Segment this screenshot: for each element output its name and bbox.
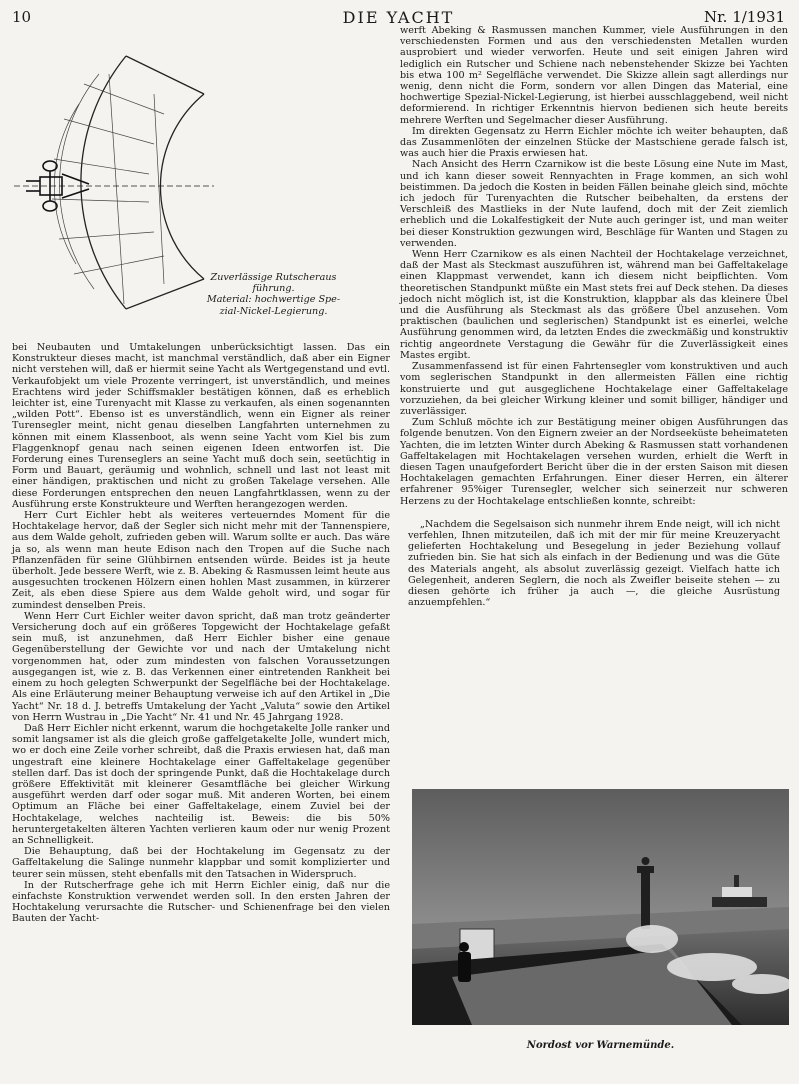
journal-title: DIE YACHT	[342, 8, 455, 27]
paragraph: In der Rutscherfrage gehe ich mit Herrn Eichler einig, daß nur die einfachste Konstruktion verwendet werden soll. In den ersten Jahren der Hochtakelung verursachte die Rutscher- und Schienenfrage bei den vielen Bauten der Yacht-	[12, 879, 390, 925]
paragraph: Nach Ansicht des Herrn Czarnikow ist die beste Lösung eine Nute im Mast, und ich kann dieser soweit Rennyachten in Frage kommen, an sich wohl beistimmen. Da jedoch die Kosten in beiden Fällen beinahe gleich sind, möchte ich jedoch für Turenyachten die Rutscher beibehalten, da erstens der Verschleiß des Mastlieks in der Nute laufend, doch mit der Zeit ziemlich erheblich und die Lokalfestigkeit der Nute auch geringer ist, und man weiter bei dieser Konstruktion gezwungen wird, Beschläge für Wanten und Stagen zu verwenden.	[400, 159, 788, 249]
left-column	[12, 342, 390, 925]
photo-caption: Nordost vor Warnemünde.	[526, 1040, 675, 1051]
paragraph: werft Abeking & Rasmussen manchen Kummer, viele Ausführungen in den verschiedensten Formen und aus den verschiedensten Metallen wurden ausprobiert und wieder verworfen. Heute und seit einigen Jahren wird lediglich ein Rutscher und Schiene nach nebenstehender Skizze bei Yachten bis etwa 100 m² Segelfläche verwendet. Die Skizze allein sagt allerdings nur wenig, denn nicht die Form, sondern vor allen Dingen das Material, eine hochwertige Spezial-Nickel-Legierung, ist hierbei ausschlaggebend, weil nicht deformierend. In richtiger Erkenntnis hiervon bedienen sich heute bereits mehrere Werften und Segelmacher dieser Ausführung.	[400, 25, 788, 126]
paragraph: bei Neubauten und Umtakelungen unberücksichtigt lassen. Das ein Konstrukteur dieses macht, ist manchmal verständlich, daß aber ein Eigner nicht verstehen will, daß er hiermit seine Yacht als Wertgegenstand und evtl. Verkaufobjekt um viele Prozente verringert, ist unverständlich, und meines Erachtens wird jeder Schiffsmakler bestätigen können, daß es erheblich leichter ist, eine Turenyacht mit Klasse zu verkaufen, als einen sogenannten „wilden Pott“. Ebenso ist es unverständlich, wenn ein Eigner als reiner Turensegler meint, nicht genau dieselben Langfahrten unternehmen zu können mit einem Klassenboot, als wenn seine Yacht vom Kiel bis zum Flaggenknopf genau nach seinen eigenen Ideen entworfen ist. Die Forderung eines Turenseglers an seine Yacht muß doch sein, seetüchtig in Form und Bauart, geräumig und wohnlich, schnell und last not least mit einer händigen, praktischen und nicht zu großen Takelage versehen. Alle diese Forderungen entsprechen den neuen Langfahrtklassen, wenn zu der Ausführung erste Konstrukteure und Werften herangezogen werden.	[12, 342, 390, 510]
paragraph: Wenn Herr Czarnikow es als einen Nachteil der Hochtakelage verzeichnet, daß der Mast als Steckmast auszuführen ist, während man bei Gaffeltakelage einen Klappmast verwendet, kann ich diesem nicht beipflichten. Vom theoretischen Standpunkt müßte ein Mast stets frei auf Deck stehen. Da dieses jedoch nicht möglich ist, ist die Konstruktion, klappbar als das kleinere Übel und die Ausführung als Steckmast als das größere Übel anzusehen. Vom praktischen (baulichen und seglerischen) Standpunkt ist es einerlei, welche Ausführung genommen wird, da letzten Endes die zweckmäßig und konstruktiv richtig angeordnete Verstagung die Gewähr für die Zuverlässigkeit eines Mastes ergibt.	[400, 249, 788, 361]
rutscher-sketch-figure	[14, 34, 214, 314]
paragraph: Die Behauptung, daß bei der Hochtakelung im Gegensatz zu der Gaffeltakelung die Salinge nunmehr klappbar und somit komplizierter und teurer sein müssen, steht ebenfalls mit den Tatsachen in Widerspruch.	[12, 846, 390, 880]
figure-caption: Zuverlässige Rutscheraus führung. Material: hochwertige Spe- zial-Nickel-Legierung.	[206, 272, 341, 317]
letter-quote: „Nachdem die Segelsaison sich nunmehr ihrem Ende neigt, will ich nicht verfehlen, Ihnen mitzuteilen, daß ich mit der mir für meine Kreuzeryacht gelieferten Hochtakelung und Besegelung in jeder Beziehung vollauf zufrieden bin. Sie hat sich als einfach in der Bedienung und was die Güte des Materials angeht, als absolut zuverlässig gezeigt. Vielfach hatte ich Gelegenheit, anderen Seglern, die noch als Zweifler beiseite stehen — zu diesen gehörte ich früher ja auch —, die gleiche Ausrüstung anzuempfehlen.“	[408, 518, 780, 609]
rail-inner-arc	[160, 94, 204, 279]
paragraph: Daß Herr Eichler nicht erkennt, warum die hochgetakelte Jolle ranker und somit langsamer ist als die gleich große gaffelgetakelte Jolle, wundert mich, wo er doch eine Zeile vorher schreibt, daß die Praxis erwiesen hat, daß man ungestraft eine kleinere Hochtakelage einer Gaffeltakelage gegenüber stellen darf. Das ist doch der springende Punkt, daß die Hochtakelage durch größere Effektivität mit kleinerer Gesamtfläche bei gleicher Wirkung ausgeführt werden darf oder sogar muß. Mit anderen Worten, bei einem Optimum an Fläche bei einer Gaffeltakelage, einem Zuviel bei der Hochtakelage, welches nachteilig ist. Beweis: die bis 50% heruntergetakelten älteren Yachten verlieren kaum oder nur wenig Prozent an Schnelligkeit.	[12, 722, 390, 846]
page-number: 10	[12, 8, 32, 26]
issue-number: Nr. 1/1931	[704, 8, 785, 26]
harbour-photo	[412, 789, 789, 1025]
paragraph: Im direkten Gegensatz zu Herrn Eichler möchte ich weiter behaupten, daß das Zusammenlöten der einzelnen Stücke der Mastschiene gerade falsch ist, was auch hier die Praxis erwiesen hat.	[400, 125, 788, 160]
paragraph: Zum Schluß möchte ich zur Bestätigung meiner obigen Ausführungen das folgende benutzen. Von den Eignern zweier an der Nordseeküste beheimateten Yachten, die im letzten Winter durch Abeking & Rasmussen statt vorhandenen Gaffeltakelagen mit Hochtakelagen versehen wurden, erhielt die Werft in diesen Tagen unaufgefordert Bericht über die in der ersten Saison mit diesen Hochtakelagen gemachten Erfahrungen. Einer dieser Herren, ein älterer erfahrener 95%iger Turensegler, welcher sich seinerzeit nur schweren Herzens zu der Hochtakelage entschließen konnte, schreibt:	[400, 417, 788, 507]
paragraph: Zusammenfassend ist für einen Fahrtensegler vom konstruktiven und auch vom seglerischen Standpunkt in den allermeisten Fällen eine richtig konstruierte und gut ausgeglichene Hochtakelage einer Gaffeltakelage vorzuziehen, da bei gleicher Wirkung kleiner und somit billiger, händiger und zuverlässiger.	[400, 361, 788, 417]
paragraph: Herr Curt Eichler hebt als weiteres verteuerndes Moment für die Hochtakelage hervor, daß der Segler sich nicht mehr mit der Tannenspiere, aus dem Walde geholt, zufrieden geben will. Warum sollte er auch. Das wäre ja so, als wenn man heute Edison nach den Tropen auf die Suche nach Pflanzenfäden für seine Glühbirnen entsenden würde. Beides ist ja heute überholt. Jede bessere Werft, wie z. B. Abeking & Rasmussen leimt heute aus ausgesuchten trockenen Hölzern einen hohlen Mast zusammen, in kürzerer Zeit, als eben diese Spiere aus dem Walde geholt wird, und sogar für zumindest denselben Preis.	[12, 510, 390, 611]
right-column	[400, 25, 788, 608]
paragraph: Wenn Herr Curt Eichler weiter davon spricht, daß man trotz geänderter Versicherung doch auf ein größeres Topgewicht der Hochtakelage gefaßt sein muß, ist anzunehmen, daß Herr Eichler bisher eine genaue Gegenüberstellung der Gewichte vor und nach der Umtakelung nicht vorgenommen hat, oder zum mindesten von falschen Voraussetzungen ausgegangen ist, wie z. B. das Verkennen einer eintretenden Rankheit bei einem zu hoch gelegten Schwerpunkt der Segelfläche bei der Hochtakelage. Als eine Erläuterung meiner Behauptung verweise ich auf den Artikel in „Die Yacht“ Nr. 18 d. J. betreffs Umtakelung der Yacht „Valuta“ sowie den Artikel von Herrn Wustrau in „Die Yacht“ Nr. 41 und Nr. 45 Jahrgang 1928.	[12, 610, 390, 723]
